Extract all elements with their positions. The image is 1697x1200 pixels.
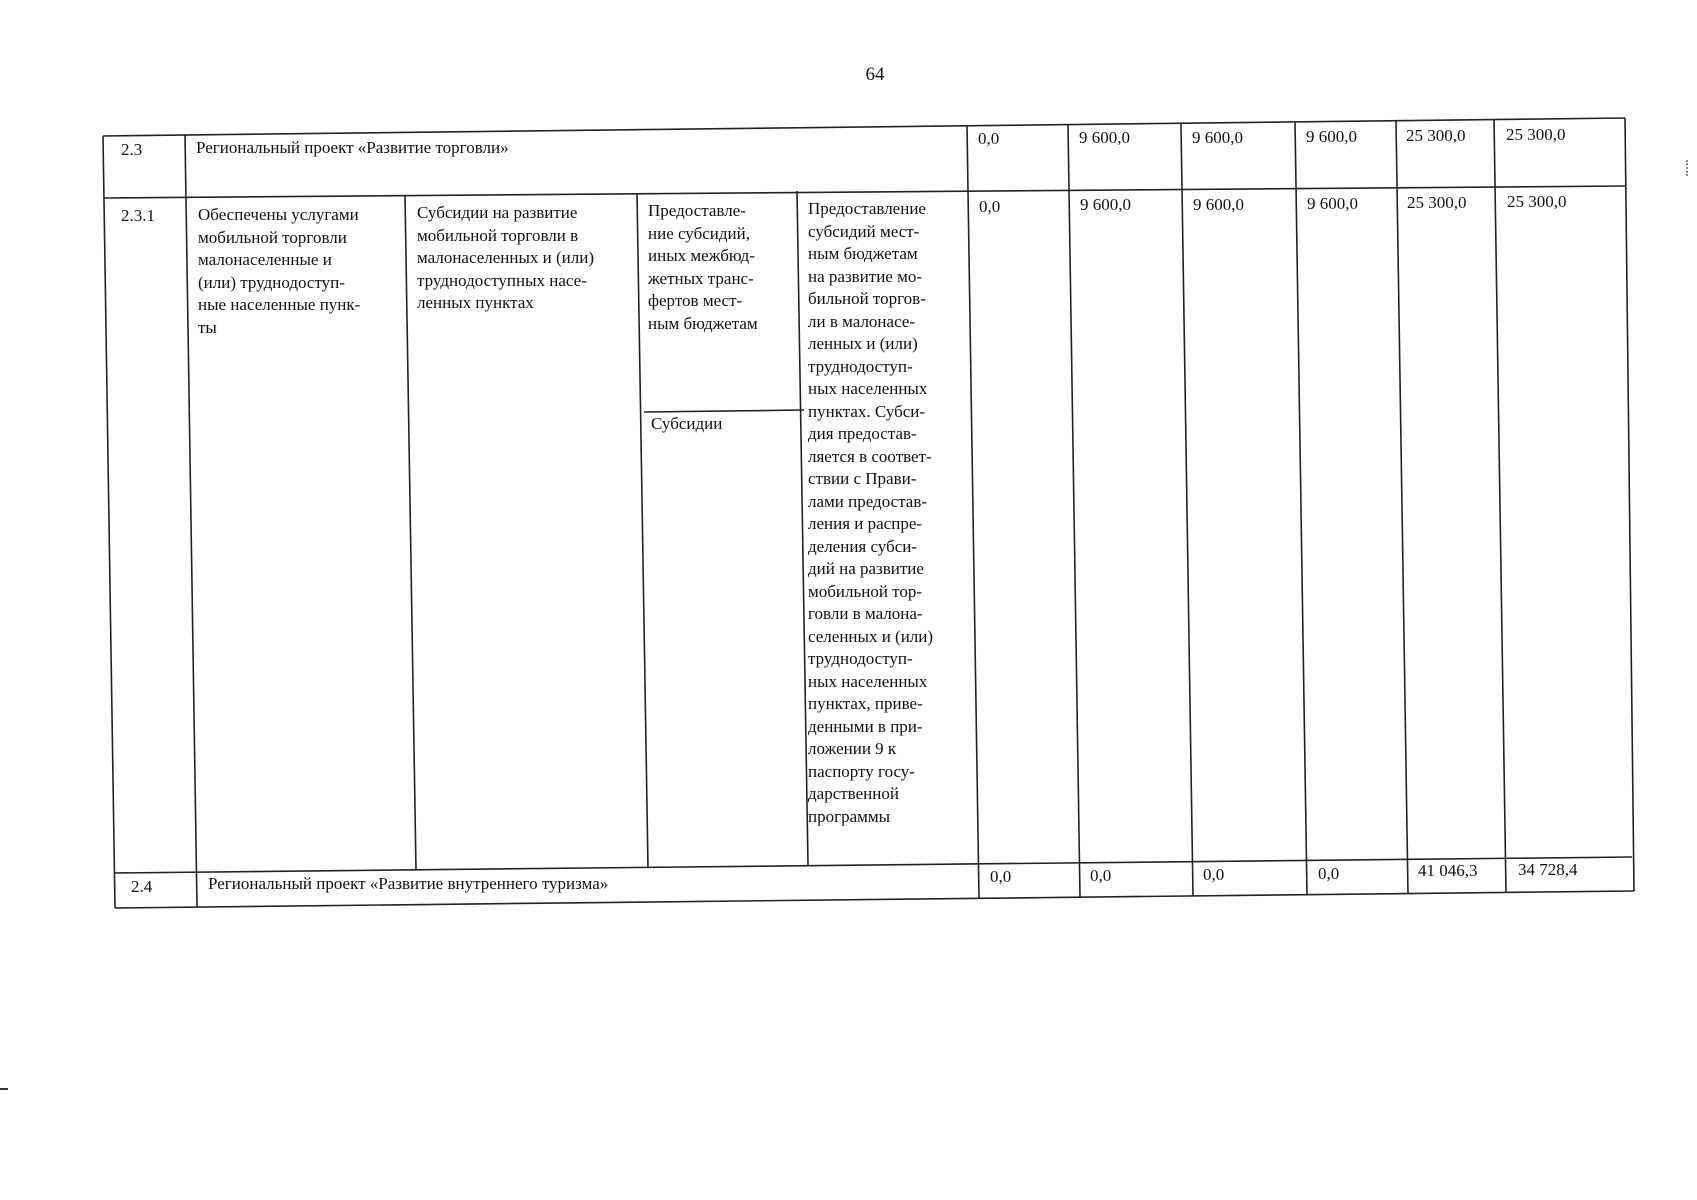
page-number: 64 (865, 64, 885, 85)
row-2-4-value-1: 0,0 (990, 867, 1012, 886)
type-secondary-cell: Субсидии (651, 414, 723, 433)
row-2-4-value-6: 34 728,4 (1518, 860, 1578, 879)
row-2-4-value-5: 41 046,3 (1418, 861, 1478, 880)
row-2-4-value-4: 0,0 (1318, 864, 1340, 883)
row-2-3-value-5: 25 300,0 (1406, 126, 1466, 145)
row-title-2-4: Региональный проект «Развитие внутреннего туризма» (208, 874, 609, 893)
row-id-2-3-1: 2.3.1 (121, 206, 155, 225)
row-2-3-value-1: 0,0 (978, 129, 1000, 148)
row-2-3-1-value-3: 9 600,0 (1193, 195, 1244, 214)
row-2-3-1-value-6: 25 300,0 (1507, 192, 1567, 211)
row-id-2-4: 2.4 (131, 877, 153, 896)
row-2-3-value-6: 25 300,0 (1506, 125, 1566, 144)
row-title-2-3: Региональный проект «Развитие торговли» (196, 138, 509, 157)
description-cell: Предоставление субсидий мест- ным бюджетам на развитие мо- бильной торгов- ли в малонасе- ленных и (или) труднодоступ- ных населенных пунктах. Субси- дия предостав- ляется в соответ- ствии с Прави- лами предостав- ления и распре- деления субси- дий на развитие мобильной тор- говли в малона- селенных и (или) труднодоступ- ных населенных пунктах, приве- денными в при- ложении 9 к паспорту госу- дарственной программы (808, 199, 934, 826)
row-2-3-1-value-4: 9 600,0 (1307, 194, 1358, 213)
row-2-3-1-value-1: 0,0 (979, 197, 1001, 216)
row-2-4-value-3: 0,0 (1203, 865, 1225, 884)
type-primary-cell: Предоставле- ние субсидий, иных межбюд- жетных транс- фертов мест- ным бюджетам (648, 201, 758, 333)
edge-mark (0, 1088, 8, 1090)
row-2-3-1-value-2: 9 600,0 (1080, 195, 1131, 214)
row-2-3-value-2: 9 600,0 (1079, 128, 1130, 147)
row-2-4-value-2: 0,0 (1090, 866, 1112, 885)
row-2-3-1-value-5: 25 300,0 (1407, 193, 1467, 212)
scan-artifact (1686, 160, 1690, 176)
measure-cell: Субсидии на развитие мобильной торговли в малонаселенных и (или) труднодоступных насе- ленных пунктах (417, 203, 595, 312)
result-cell: Обеспечены услугами мобильной торговли малонаселенные и (или) труднодоступ- ные населенные пунк- ты (198, 205, 361, 337)
row-2-3-value-3: 9 600,0 (1192, 128, 1243, 147)
row-id-2-3: 2.3 (121, 140, 143, 159)
row-2-3-value-4: 9 600,0 (1306, 127, 1357, 146)
